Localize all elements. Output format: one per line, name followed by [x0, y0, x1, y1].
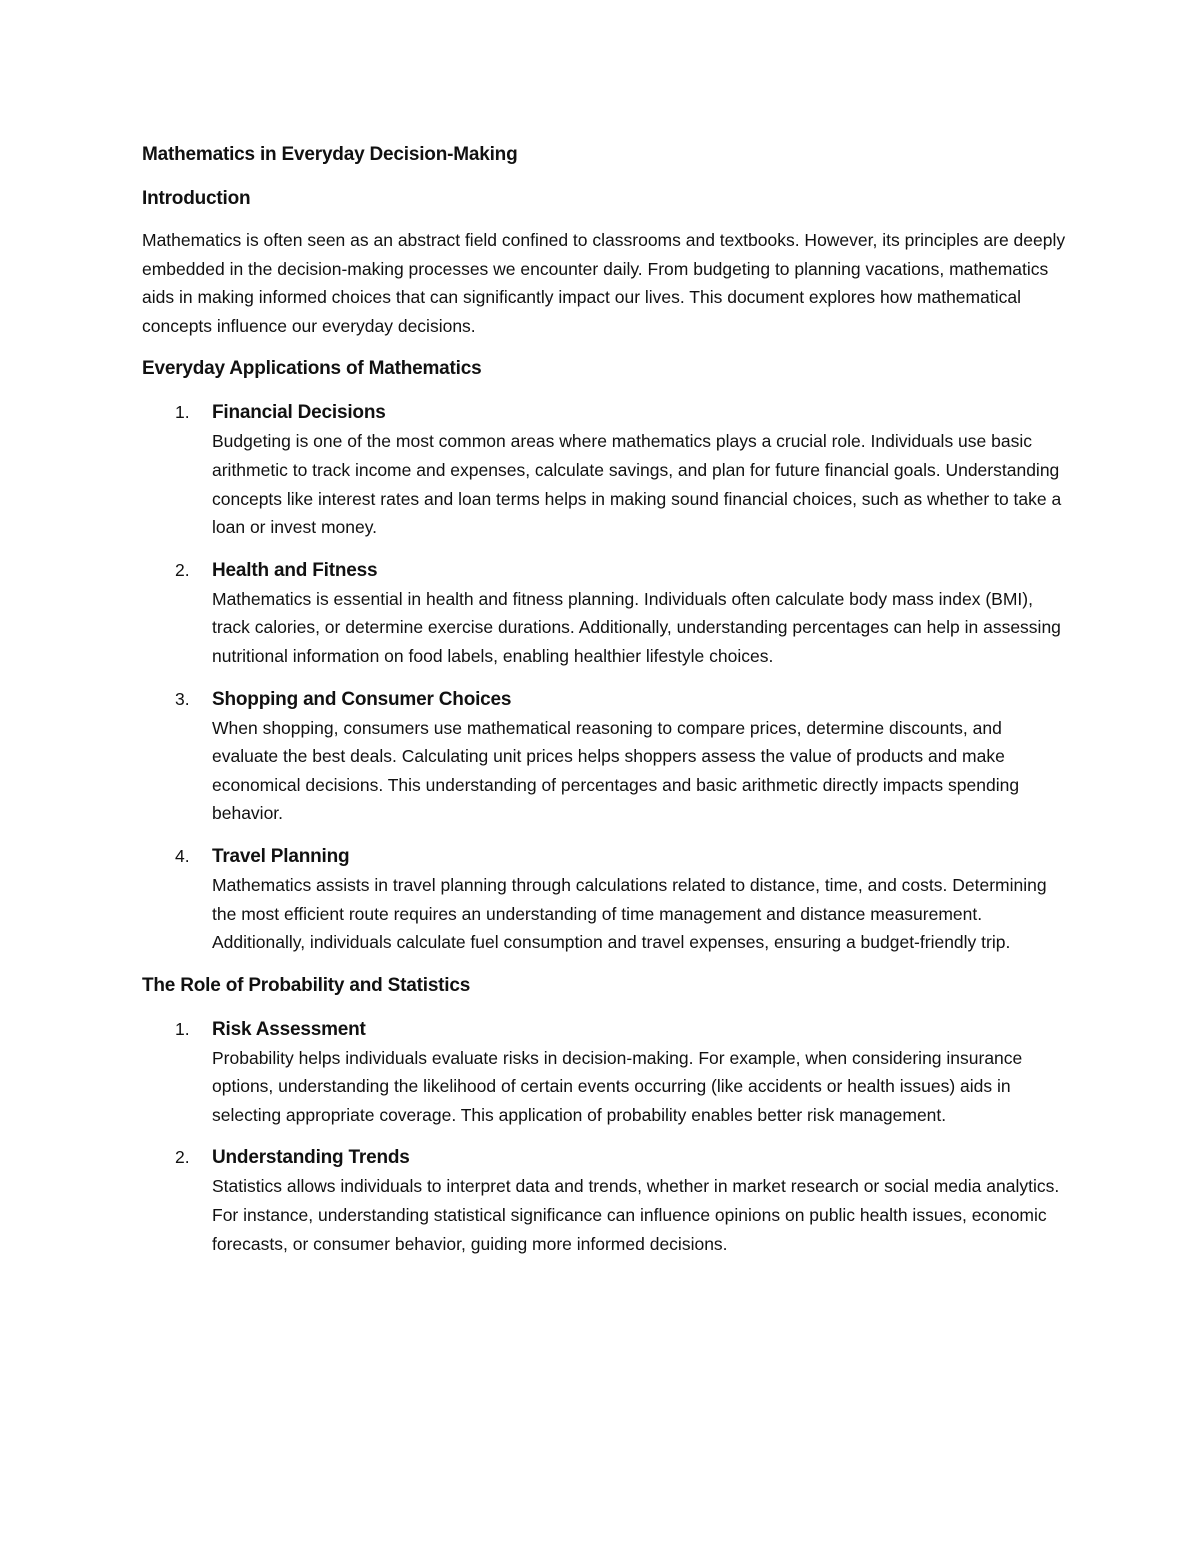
list-item-number: 1. [175, 402, 190, 423]
list-item [142, 685, 1072, 828]
document-title: Mathematics in Everyday Decision-Making [142, 144, 518, 165]
list-item-body: Probability helps individuals evaluate risks in decision-making. For example, when considering insurance options, understanding the likelihood of certain events occurring (like accidents or health issues) aids in selecting appropriate coverage. This application of probability enables better risk management. [212, 1047, 1023, 1125]
list-item-number: 1. [175, 1018, 190, 1039]
list-item-body: Budgeting is one of the most common areas where mathematics plays a crucial role. Individuals use basic arithmetic to track income and expenses, calculate savings, and plan for future financial goals. Understanding concepts like interest rates and loan terms helps in making sound financial choices, such as whether to take a loan or invest money. [212, 431, 1062, 538]
probability-heading: The Role of Probability and Statistics [142, 974, 471, 996]
list-item-title: Travel Planning [212, 845, 350, 867]
list-item-body: Mathematics assists in travel planning through calculations related to distance, time, and costs. Determining the most efficient route requires an understanding of time management and distance measurement. Additionally, individuals calculate fuel consumption and travel expenses, ensuring a budget-friendly trip. [212, 874, 1047, 953]
list-item-title: Health and Fitness [212, 559, 378, 581]
list-item [142, 556, 1072, 671]
list-item-number: 2. [175, 559, 190, 580]
list-item-title: Shopping and Consumer Choices [212, 688, 512, 710]
list-item [142, 842, 1072, 957]
list-item-body: Statistics allows individuals to interpret data and trends, whether in market research or social media analytics. For instance, understanding statistical significance can influence opinions on public health issues, economic forecasts, or consumer behavior, guiding more informed decisions. [212, 1176, 1060, 1254]
list-item-body: Mathematics is essential in health and fitness planning. Individuals often calculate body mass index (BMI), track calories, or determine exercise durations. Additionally, understanding percentages can help in assessing nutritional information on food labels, enabling healthier lifestyle choices. [212, 588, 1061, 666]
applications-heading: Everyday Applications of Mathematics [142, 358, 482, 380]
list-item-number: 3. [175, 688, 190, 709]
list-item-number: 2. [175, 1147, 190, 1168]
applications-list [142, 398, 1072, 956]
intro-heading: Introduction [142, 188, 251, 209]
list-item [142, 1015, 1072, 1130]
list-item-title: Risk Assessment [212, 1018, 366, 1040]
intro-paragraph: Mathematics is often seen as an abstract field confined to classrooms and textbooks. However, its principles are deeply embedded in the decision-making processes we encounter daily. From budgeting to planning vacations, mathematics aids in making informed choices that can significantly impact our lives. This document explores how mathematical concepts influence our everyday decisions. [142, 230, 1066, 336]
list-item-title: Understanding Trends [212, 1147, 410, 1169]
document-content [142, 140, 1072, 1272]
probability-list [142, 1015, 1072, 1259]
list-item-body: When shopping, consumers use mathematical reasoning to compare prices, determine discounts, and evaluate the best deals. Calculating unit prices helps shoppers assess the value of products and make economical decisions. This understanding of percentages and basic arithmetic directly impacts spending behavior. [212, 717, 1020, 824]
list-item-title: Financial Decisions [212, 402, 386, 424]
list-item [142, 398, 1072, 541]
list-item-number: 4. [175, 845, 190, 866]
list-item [142, 1143, 1072, 1258]
